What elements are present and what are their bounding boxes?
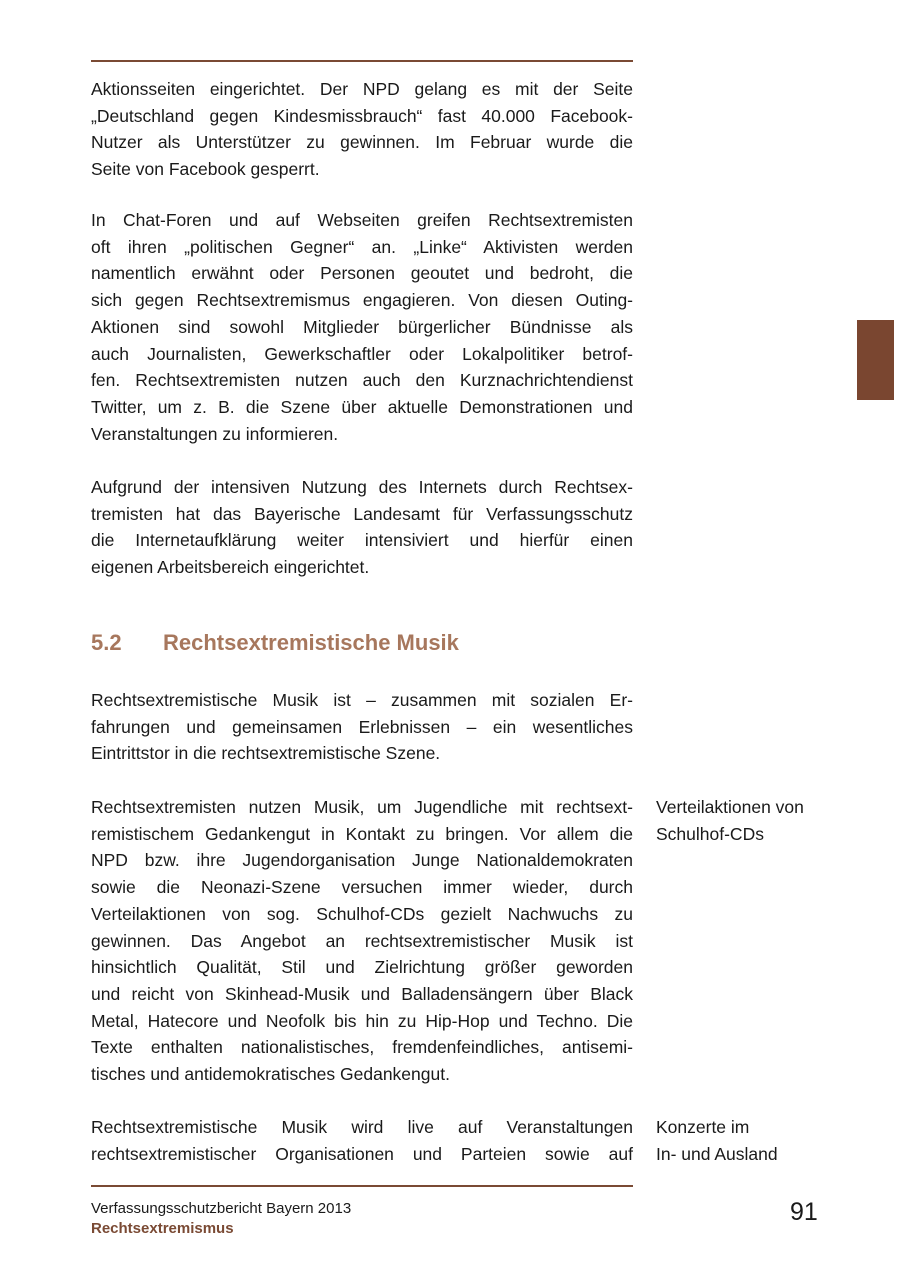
- text-line: rechtsextremistischer Organisationen und Parteien sowie auf: [91, 1143, 633, 1164]
- footer-section-name: Rechtsextremismus: [91, 1220, 234, 1237]
- footer-publication-title: Verfassungsschutzbericht Bayern 2013: [91, 1200, 352, 1217]
- section-number: 5.2: [91, 630, 122, 655]
- text-line: Aktionsseiten eingerichtet. Der NPD gelang es mit der Seite: [91, 79, 633, 99]
- text-line: tisches und antidemokratisches Gedankengut.: [91, 1064, 450, 1085]
- text-line: sich gegen Rechtsextremismus engagieren. Von diesen Outing-: [91, 290, 633, 311]
- paragraph-chat-foren: [91, 207, 633, 447]
- text-line: Aufgrund der intensiven Nutzung des Internets durch Rechtsex-: [91, 477, 633, 497]
- text-line: eigenen Arbeitsbereich eingerichtet.: [91, 557, 370, 578]
- text-line: oft ihren „politischen Gegner“ an. „Linke“ Aktivisten werden: [91, 236, 633, 257]
- text-line: Rechtsextremisten nutzen Musik, um Jugendliche mit rechtsext-: [91, 797, 633, 817]
- top-rule: [91, 60, 633, 62]
- text-line: In Chat-Foren und auf Webseiten greifen Rechtsextremisten: [91, 210, 633, 230]
- text-line: fen. Rechtsextremisten nutzen auch den Kurznachrichtendienst: [91, 370, 633, 391]
- text-line: die Internetaufklärung weiter intensiviert und hierfür einen: [91, 530, 633, 551]
- margin-note-verteilaktionen: [656, 794, 856, 847]
- text-line: Veranstaltungen zu informieren.: [91, 423, 339, 444]
- text-line: gewinnen. Das Angebot an rechtsextremistischer Musik ist: [91, 930, 633, 951]
- paragraph-internetaufklaerung: [91, 474, 633, 581]
- text-line: Aktionen sind sowohl Mitglieder bürgerlicher Bündnisse als: [91, 316, 633, 337]
- margin-note-line: In- und Ausland: [656, 1143, 778, 1164]
- paragraph-facebook: [91, 76, 633, 183]
- text-line: „Deutschland gegen Kindesmissbrauch“ fast 40.000 Facebook-: [91, 105, 633, 126]
- text-line: hinsichtlich Qualität, Stil und Zielrichtung größer geworden: [91, 957, 633, 978]
- text-line: Metal, Hatecore und Neofolk bis hin zu Hip-Hop und Techno. Die: [91, 1010, 633, 1031]
- paragraph-musik-intro: [91, 687, 633, 767]
- bottom-rule: [91, 1185, 633, 1187]
- page-number: 91: [790, 1198, 818, 1226]
- text-line: tremisten hat das Bayerische Landesamt für Verfassungsschutz: [91, 503, 633, 524]
- margin-note-konzerte: [656, 1114, 856, 1167]
- text-line: und reicht von Skinhead-Musik und Balladensängern über Black: [91, 983, 633, 1004]
- text-line: Texte enthalten nationalistisches, fremdenfeindliches, antisemi-: [91, 1037, 633, 1058]
- text-line: auch Journalisten, Gewerkschaftler oder Lokalpolitiker betrof-: [91, 343, 633, 364]
- text-line: Twitter, um z. B. die Szene über aktuelle Demonstrationen und: [91, 396, 633, 417]
- text-line: fahrungen und gemeinsamen Erlebnissen – ein wesentliches: [91, 716, 633, 737]
- section-heading: [91, 630, 459, 656]
- paragraph-schulhof-cds: [91, 794, 633, 1088]
- margin-note-line: Verteilaktionen von: [656, 797, 804, 817]
- paragraph-konzerte: [91, 1114, 633, 1167]
- text-line: namentlich erwähnt oder Personen geoutet und bedroht, die: [91, 263, 633, 284]
- chapter-side-tab: [857, 320, 894, 400]
- margin-note-line: Schulhof-CDs: [656, 823, 764, 844]
- text-line: Nutzer als Unterstützer zu gewinnen. Im Februar wurde die: [91, 132, 633, 153]
- text-line: Verteilaktionen von sog. Schulhof-CDs gezielt Nachwuchs zu: [91, 903, 633, 924]
- text-line: Seite von Facebook gesperrt.: [91, 159, 320, 180]
- text-line: Eintrittstor in die rechtsextremistische Szene.: [91, 743, 441, 764]
- text-line: Rechtsextremistische Musik wird live auf Veranstaltungen: [91, 1117, 633, 1137]
- margin-note-line: Konzerte im: [656, 1117, 750, 1137]
- text-line: Rechtsextremistische Musik ist – zusammen mit sozialen Er-: [91, 690, 633, 710]
- text-line: remistischem Gedankengut in Kontakt zu bringen. Vor allem die: [91, 823, 633, 844]
- section-title: Rechtsextremistische Musik: [163, 630, 459, 655]
- text-line: NPD bzw. ihre Jugendorganisation Junge Nationaldemokraten: [91, 850, 633, 871]
- text-line: sowie die Neonazi-Szene versuchen immer wieder, durch: [91, 877, 633, 898]
